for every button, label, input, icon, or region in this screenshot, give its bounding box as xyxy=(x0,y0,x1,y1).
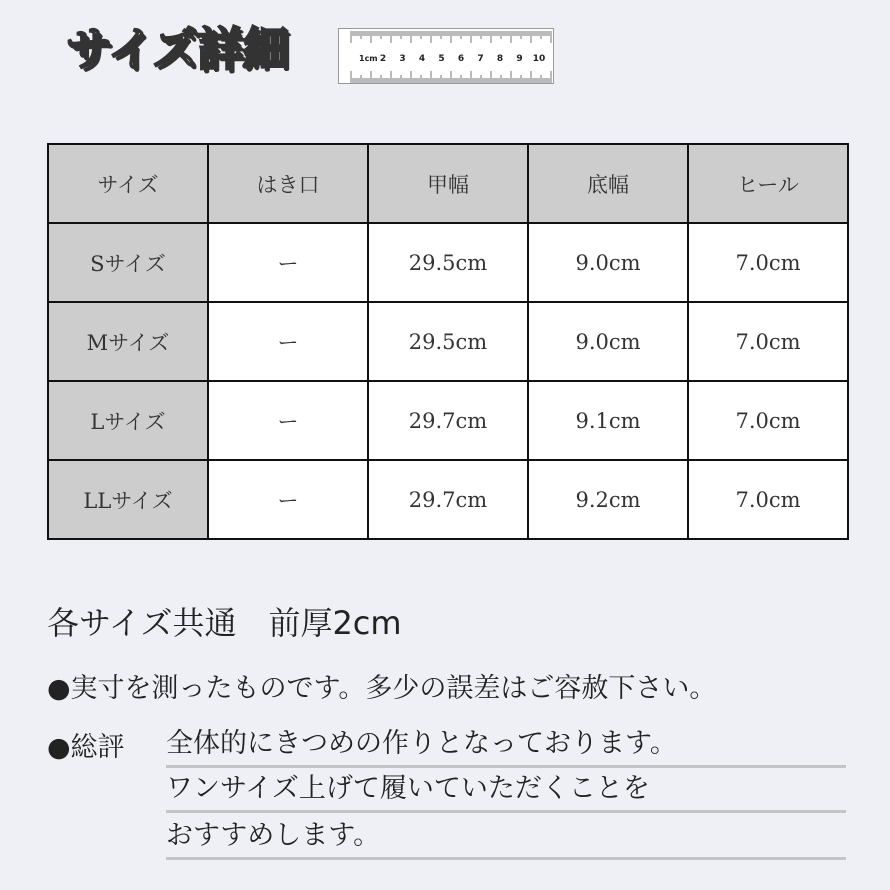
row-label: Sサイズ xyxy=(48,223,208,302)
table-cell: 7.0cm xyxy=(688,381,848,460)
table-cell: ー xyxy=(208,223,368,302)
ruler-number: 10 xyxy=(532,54,546,64)
ruler-number: 8 xyxy=(496,54,504,64)
review-line-1: 全体的にきつめの作りとなっております。 xyxy=(166,723,846,768)
ruler-number: 2 xyxy=(379,54,387,64)
header-cell-sole-width: 底幅 xyxy=(528,144,688,223)
ruler-unit-label: 1cm xyxy=(359,54,378,63)
row-label: Mサイズ xyxy=(48,302,208,381)
table-row xyxy=(48,302,848,381)
table-cell: 7.0cm xyxy=(688,460,848,539)
page-title: サイズ詳細 xyxy=(66,22,288,76)
table-cell: ー xyxy=(208,381,368,460)
row-label: LLサイズ xyxy=(48,460,208,539)
table-cell: 29.7cm xyxy=(368,381,528,460)
table-cell: 29.5cm xyxy=(368,302,528,381)
measurement-note: ●実寸を測ったものです。多少の誤差はご容赦下さい。 xyxy=(47,673,717,704)
review-line-3: おすすめします。 xyxy=(166,815,846,860)
ruler-number: 5 xyxy=(438,54,445,64)
table-cell: 7.0cm xyxy=(688,302,848,381)
common-spec-note: 各サイズ共通 前厚2cm xyxy=(47,604,402,642)
table-cell: 9.0cm xyxy=(528,223,688,302)
header-cell-size: サイズ xyxy=(48,144,208,223)
size-table xyxy=(47,143,849,540)
table-row xyxy=(48,460,848,539)
table-cell: 29.5cm xyxy=(368,223,528,302)
table-row xyxy=(48,381,848,460)
table-cell: 9.0cm xyxy=(528,302,688,381)
header-cell-instep-width: 甲幅 xyxy=(368,144,528,223)
review-label: ●総評 xyxy=(47,732,125,763)
ruler-number: 4 xyxy=(418,54,426,64)
table-cell: ー xyxy=(208,302,368,381)
table-cell: 7.0cm xyxy=(688,223,848,302)
table-cell: 29.7cm xyxy=(368,460,528,539)
ruler-number: 7 xyxy=(477,54,484,64)
ruler-graphic xyxy=(339,29,555,85)
review-line-2: ワンサイズ上げて履いていただくことを xyxy=(166,768,846,813)
header-cell-heel: ヒール xyxy=(688,144,848,223)
ruler-number: 6 xyxy=(457,54,465,64)
row-label: Lサイズ xyxy=(48,381,208,460)
ruler-icon xyxy=(338,28,554,84)
table-header-row xyxy=(48,144,848,223)
ruler-number: 3 xyxy=(399,54,406,64)
table-cell: ー xyxy=(208,460,368,539)
ruler-number: 9 xyxy=(516,54,523,64)
table-row xyxy=(48,223,848,302)
table-cell: 9.1cm xyxy=(528,381,688,460)
header-cell-opening: はき口 xyxy=(208,144,368,223)
table-cell: 9.2cm xyxy=(528,460,688,539)
